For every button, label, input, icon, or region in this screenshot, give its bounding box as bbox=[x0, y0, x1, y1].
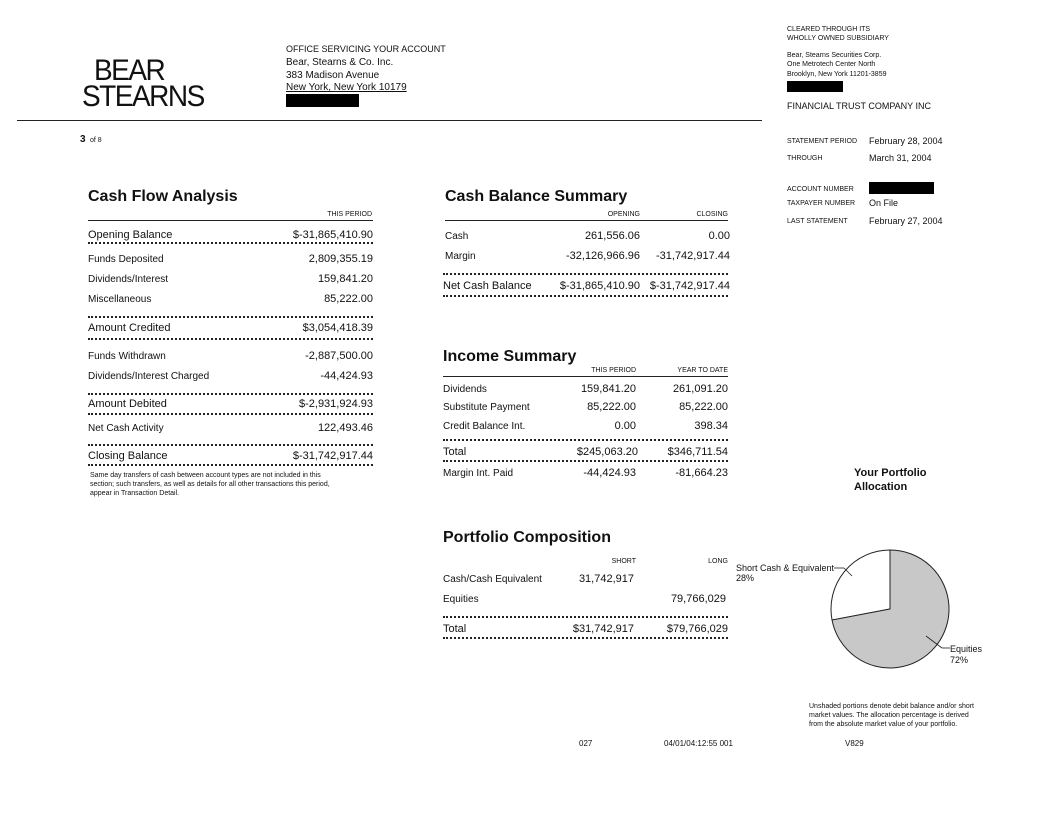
clearing-line1: CLEARED THROUGH ITS bbox=[787, 26, 871, 33]
statement-period-label: STATEMENT PERIOD bbox=[787, 138, 858, 145]
row-opening: -32,126,966.96 bbox=[565, 250, 640, 262]
row-ytd: 85,222.00 bbox=[679, 401, 728, 413]
row-label: Funds Deposited bbox=[88, 254, 164, 265]
dotted-divider bbox=[443, 616, 728, 618]
row-long: 79,766,029 bbox=[670, 593, 726, 605]
page-indicator bbox=[80, 129, 102, 147]
row-period: 0.00 bbox=[614, 420, 636, 432]
clearing-line3: Bear, Stearns Securities Corp. bbox=[787, 52, 882, 59]
row-short: 31,742,917 bbox=[578, 573, 634, 585]
income-total-label: Total bbox=[443, 446, 467, 458]
row-opening: 261,556.06 bbox=[584, 230, 640, 242]
row-label: Cash/Cash Equivalent bbox=[443, 574, 542, 585]
allocation-title-line1: Your Portfolio bbox=[854, 467, 927, 479]
pie-slice-short-cash bbox=[831, 550, 890, 620]
cash-balance-rule bbox=[445, 220, 728, 221]
opening-balance-value: $-31,865,410.90 bbox=[292, 229, 373, 241]
client-name: FINANCIAL TRUST COMPANY INC bbox=[787, 101, 932, 111]
page-number: 3 bbox=[80, 134, 86, 145]
allocation-pie-chart bbox=[720, 540, 970, 680]
allocation-note-line3: from the absolute market value of your portfolio. bbox=[809, 721, 958, 728]
allocation-title-line2: Allocation bbox=[854, 481, 908, 493]
cash-flow-col-header: THIS PERIOD bbox=[327, 211, 372, 218]
redacted-account-number bbox=[869, 182, 934, 194]
cash-flow-note-line3: appear in Transaction Detail. bbox=[90, 490, 180, 497]
last-statement-label: LAST STATEMENT bbox=[787, 218, 848, 225]
row-label: Cash bbox=[445, 231, 469, 242]
dotted-divider bbox=[443, 439, 728, 441]
portfolio-col-long: LONG bbox=[708, 558, 728, 565]
office-line3: New York, New York 10179 bbox=[286, 82, 407, 93]
cash-flow-note-line1: Same day transfers of cash between account types are not included in this bbox=[90, 472, 321, 479]
dotted-divider bbox=[443, 637, 728, 639]
allocation-note-line2: market values. The allocation percentage is derived bbox=[809, 712, 969, 719]
equities-label: Equities bbox=[950, 644, 983, 654]
row-label: Equities bbox=[443, 594, 479, 605]
margin-int-period: -44,424.93 bbox=[583, 467, 636, 479]
row-closing: -31,742,917.44 bbox=[655, 250, 730, 262]
amount-credited-label: Amount Credited bbox=[88, 322, 171, 334]
taxpayer-label: TAXPAYER NUMBER bbox=[787, 200, 856, 207]
allocation-note-line1: Unshaded portions denote debit balance and/or short bbox=[809, 703, 975, 710]
equities-pct: 72% bbox=[950, 655, 969, 665]
row-value: -2,887,500.00 bbox=[305, 350, 373, 362]
office-line1: Bear, Stearns & Co. Inc. bbox=[286, 57, 394, 68]
dotted-divider bbox=[88, 413, 373, 415]
through-value: March 31, 2004 bbox=[869, 153, 932, 163]
redacted-block bbox=[787, 81, 843, 92]
row-value: 85,222.00 bbox=[324, 293, 373, 305]
income-total-period: $245,063.20 bbox=[576, 446, 638, 458]
amount-debited-label: Amount Debited bbox=[88, 398, 167, 410]
amount-credited-value: $3,054,418.39 bbox=[302, 322, 373, 334]
net-cash-activity-label: Net Cash Activity bbox=[88, 423, 164, 434]
through-label: THROUGH bbox=[787, 155, 823, 162]
logo-line1: BEAR bbox=[94, 53, 165, 87]
dotted-divider bbox=[88, 464, 373, 466]
row-period: 159,841.20 bbox=[580, 383, 636, 395]
portfolio-title: Portfolio Composition bbox=[443, 529, 611, 546]
footer-timestamp: 04/01/04:12:55 001 bbox=[664, 739, 733, 748]
margin-int-ytd: -81,664.23 bbox=[675, 467, 728, 479]
row-label: Dividends/Interest Charged bbox=[88, 371, 210, 382]
taxpayer-value: On File bbox=[869, 198, 899, 208]
cash-balance-title: Cash Balance Summary bbox=[445, 188, 628, 205]
net-cash-activity-value: 122,493.46 bbox=[317, 422, 373, 434]
dotted-divider bbox=[443, 460, 728, 462]
dotted-divider bbox=[88, 316, 373, 318]
closing-balance-label: Closing Balance bbox=[88, 450, 168, 462]
income-total-ytd: $346,711.54 bbox=[667, 446, 728, 458]
page-of: of 8 bbox=[90, 137, 102, 144]
short-cash-pct: 28% bbox=[736, 573, 755, 583]
account-number-label: ACCOUNT NUMBER bbox=[787, 186, 854, 193]
office-heading: OFFICE SERVICING YOUR ACCOUNT bbox=[286, 44, 446, 54]
portfolio-col-short: SHORT bbox=[611, 558, 636, 565]
portfolio-total-label: Total bbox=[443, 623, 467, 635]
net-cash-balance-closing: $-31,742,917.44 bbox=[649, 280, 730, 292]
income-title: Income Summary bbox=[443, 348, 577, 365]
cash-flow-note-line2: section; such transfers, as well as details for all other transactions this period, bbox=[90, 481, 330, 488]
portfolio-total-long: $79,766,029 bbox=[666, 623, 728, 635]
logo-line2: STEARNS bbox=[82, 79, 204, 113]
redacted-block bbox=[286, 94, 359, 107]
row-label: Substitute Payment bbox=[443, 402, 530, 413]
net-cash-balance-opening: $-31,865,410.90 bbox=[559, 280, 640, 292]
footer-code1: 027 bbox=[579, 739, 593, 748]
header-rule bbox=[17, 120, 762, 121]
row-ytd: 398.34 bbox=[694, 420, 728, 432]
row-value: -44,424.93 bbox=[320, 370, 373, 382]
dotted-divider bbox=[88, 242, 373, 244]
row-label: Dividends bbox=[443, 384, 487, 395]
cash-balance-col-opening: OPENING bbox=[607, 211, 640, 218]
row-value: 159,841.20 bbox=[317, 273, 373, 285]
cash-flow-rule bbox=[88, 220, 373, 221]
income-col-period: THIS PERIOD bbox=[591, 367, 636, 374]
dotted-divider bbox=[88, 338, 373, 340]
dotted-divider bbox=[443, 273, 728, 275]
row-label: Funds Withdrawn bbox=[88, 351, 166, 362]
portfolio-total-short: $31,742,917 bbox=[572, 623, 634, 635]
row-ytd: 261,091.20 bbox=[672, 383, 728, 395]
row-label: Margin bbox=[445, 251, 476, 262]
closing-balance-value: $-31,742,917.44 bbox=[292, 450, 373, 462]
office-line2: 383 Madison Avenue bbox=[286, 70, 380, 81]
opening-balance-label: Opening Balance bbox=[88, 229, 173, 241]
row-label: Miscellaneous bbox=[88, 294, 152, 305]
net-cash-balance-label: Net Cash Balance bbox=[443, 280, 532, 292]
amount-debited-value: $-2,931,924.93 bbox=[298, 398, 373, 410]
clearing-line5: Brooklyn, New York 11201-3859 bbox=[787, 71, 887, 78]
cash-flow-title: Cash Flow Analysis bbox=[88, 188, 238, 205]
dotted-divider bbox=[88, 444, 373, 446]
row-period: 85,222.00 bbox=[587, 401, 636, 413]
income-rule bbox=[443, 376, 728, 377]
cash-balance-col-closing: CLOSING bbox=[696, 211, 728, 218]
bear-stearns-logo bbox=[82, 53, 204, 113]
row-label: Dividends/Interest bbox=[88, 274, 169, 285]
row-value: 2,809,355.19 bbox=[308, 253, 373, 265]
row-label: Credit Balance Int. bbox=[443, 421, 526, 432]
statement-period-value: February 28, 2004 bbox=[869, 136, 943, 146]
dotted-divider bbox=[443, 295, 728, 297]
clearing-line2: WHOLLY OWNED SUBSIDIARY bbox=[787, 35, 889, 42]
clearing-line4: One Metrotech Center North bbox=[787, 61, 876, 68]
footer-code2: V829 bbox=[845, 739, 864, 748]
row-closing: 0.00 bbox=[708, 230, 730, 242]
dotted-divider bbox=[88, 393, 373, 395]
last-statement-value: February 27, 2004 bbox=[869, 216, 943, 226]
short-cash-label: Short Cash & Equivalent bbox=[736, 563, 835, 573]
income-col-ytd: YEAR TO DATE bbox=[677, 367, 728, 374]
margin-int-label: Margin Int. Paid bbox=[443, 468, 514, 479]
